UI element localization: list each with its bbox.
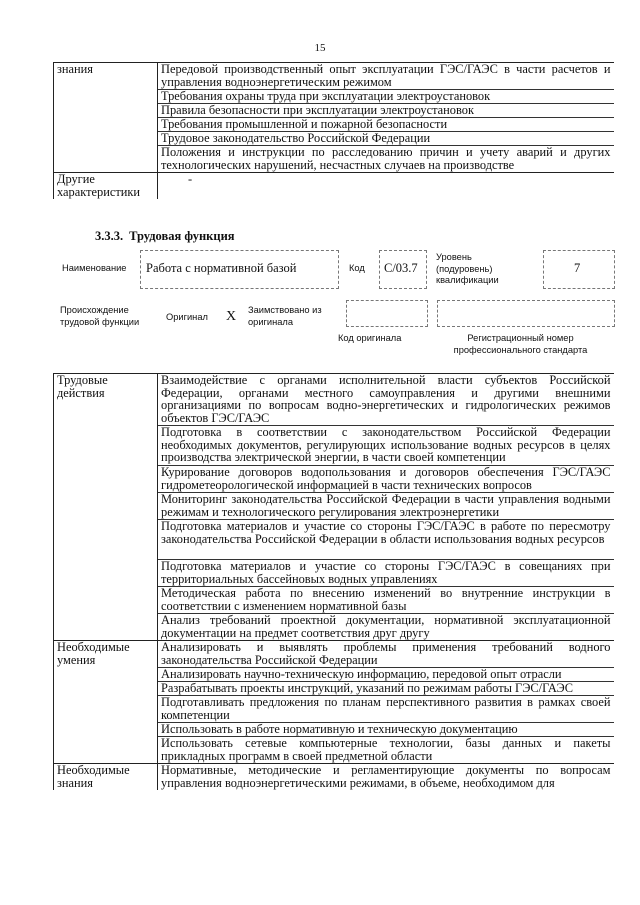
- knowledge-item: Требования охраны труда при эксплуатации электроустановок: [158, 90, 614, 104]
- labor-actions-label: Трудовые действия: [54, 374, 158, 641]
- code-label: Код: [349, 263, 365, 273]
- labor-action-item: Курирование договоров водопользования и договоров обеспечения ГЭС/ГАЭС гидрометеорологической информацией в части технических вопросов: [158, 466, 614, 493]
- labor-function-table: [53, 373, 614, 790]
- skill-item: Анализировать научно-техническую информацию, передовой опыт отрасли: [158, 668, 614, 682]
- origin-label: Происхождение трудовой функции: [60, 305, 140, 327]
- code-value: С/03.7: [384, 261, 418, 275]
- name-label: Наименование: [62, 263, 127, 273]
- section-number: 3.3.3.: [95, 229, 124, 243]
- section-heading: [95, 229, 235, 244]
- labor-action-item: Мониторинг законодательства Российской Федерации в части управления водными режимам и технологического регулирования электроэнергетики: [158, 493, 614, 520]
- knowledge-item: Требования промышленной и пожарной безопасности: [158, 118, 614, 132]
- skill-item: Разрабатывать проекты инструкций, указаний по режимам работы ГЭС/ГАЭС: [158, 682, 614, 696]
- level-value: 7: [574, 261, 581, 275]
- knowledge-table-continued: [53, 62, 614, 199]
- knowledge-item: Трудовое законодательство Российской Федерации: [158, 132, 614, 146]
- knowledge-required-item: Нормативные, методические и регламентирующие документы по вопросам управления водноэнергетическими режимами, в объеме, необходимом для: [158, 764, 614, 791]
- knowledge-label-required: Необходимые знания: [54, 764, 158, 791]
- original-code-label: Код оригинала: [338, 333, 402, 343]
- labor-action-item: Методическая работа по внесению изменений во внутренние инструкции в соответствии с изменением нормативной базы: [158, 587, 614, 614]
- original-code-box: [346, 300, 428, 327]
- labor-action-item: Взаимодействие с органами исполнительной власти субъектов Российской Федерации, органами местного самоуправления и другими внешними организациями по вопросам водно-энергетических и гидрологических режимов объектов ГЭС/ГАЭС: [158, 374, 614, 426]
- skill-item: Использовать в работе нормативную и техническую документацию: [158, 723, 614, 737]
- reg-number-label: Регистрационный номер профессионального стандарта: [453, 333, 588, 355]
- labor-action-item: Подготовка в соответствии с законодательством Российской Федерации необходимых документов, регулирующих использование водных ресурсов в целях производства электрической энергии, в части своей компетенции: [158, 426, 614, 466]
- labor-action-item: Подготовка материалов и участие со стороны ГЭС/ГАЭС в совещаниях при территориальных бассейновых водных управлениях: [158, 560, 614, 587]
- page-number: 15: [314, 42, 326, 54]
- knowledge-item: Правила безопасности при эксплуатации электроустановок: [158, 104, 614, 118]
- borrowed-label: Заимствовано из оригинала: [248, 305, 322, 327]
- name-value: Работа с нормативной базой: [146, 261, 297, 275]
- labor-action-item: Анализ требований проектной документации, нормативной эксплуатационной документации на предмет соответствия друг другу: [161, 613, 611, 640]
- knowledge-item: Передовой производственный опыт эксплуатации ГЭС/ГАЭС в части расчетов и управления водноэнергетическим режимом: [158, 63, 614, 90]
- original-label: Оригинал: [166, 312, 208, 322]
- skill-item: Анализировать и выявлять проблемы применения требований водного законодательства Российской Федерации: [158, 641, 614, 668]
- skill-item: Использовать сетевые компьютерные технологии, базы данных и пакеты прикладных программ в своей предметной области: [161, 736, 611, 763]
- section-title: Трудовая функция: [129, 229, 235, 243]
- labor-action-item: Подготовка материалов и участие со стороны ГЭС/ГАЭС в работе по пересмотру законодательства Российской Федерации в области использования водных ресурсов: [158, 520, 614, 560]
- skill-item: Подготавливать предложения по планам перспективного развития в рамках своей компетенции: [158, 696, 614, 723]
- original-mark: X: [226, 309, 237, 324]
- other-characteristics-value: [158, 173, 614, 200]
- level-label: Уровень (подуровень) квалификации: [436, 252, 499, 285]
- other-characteristics-dash: -: [188, 172, 193, 186]
- knowledge-item: Положения и инструкции по расследованию причин и учету аварий и других технологических нарушений, несчастных случаев на производстве: [161, 145, 611, 172]
- skills-label: Необходимые умения: [54, 641, 158, 764]
- knowledge-label: знания: [54, 63, 158, 173]
- other-characteristics-label: Другие характеристики: [54, 173, 158, 200]
- reg-number-box: [437, 300, 615, 327]
